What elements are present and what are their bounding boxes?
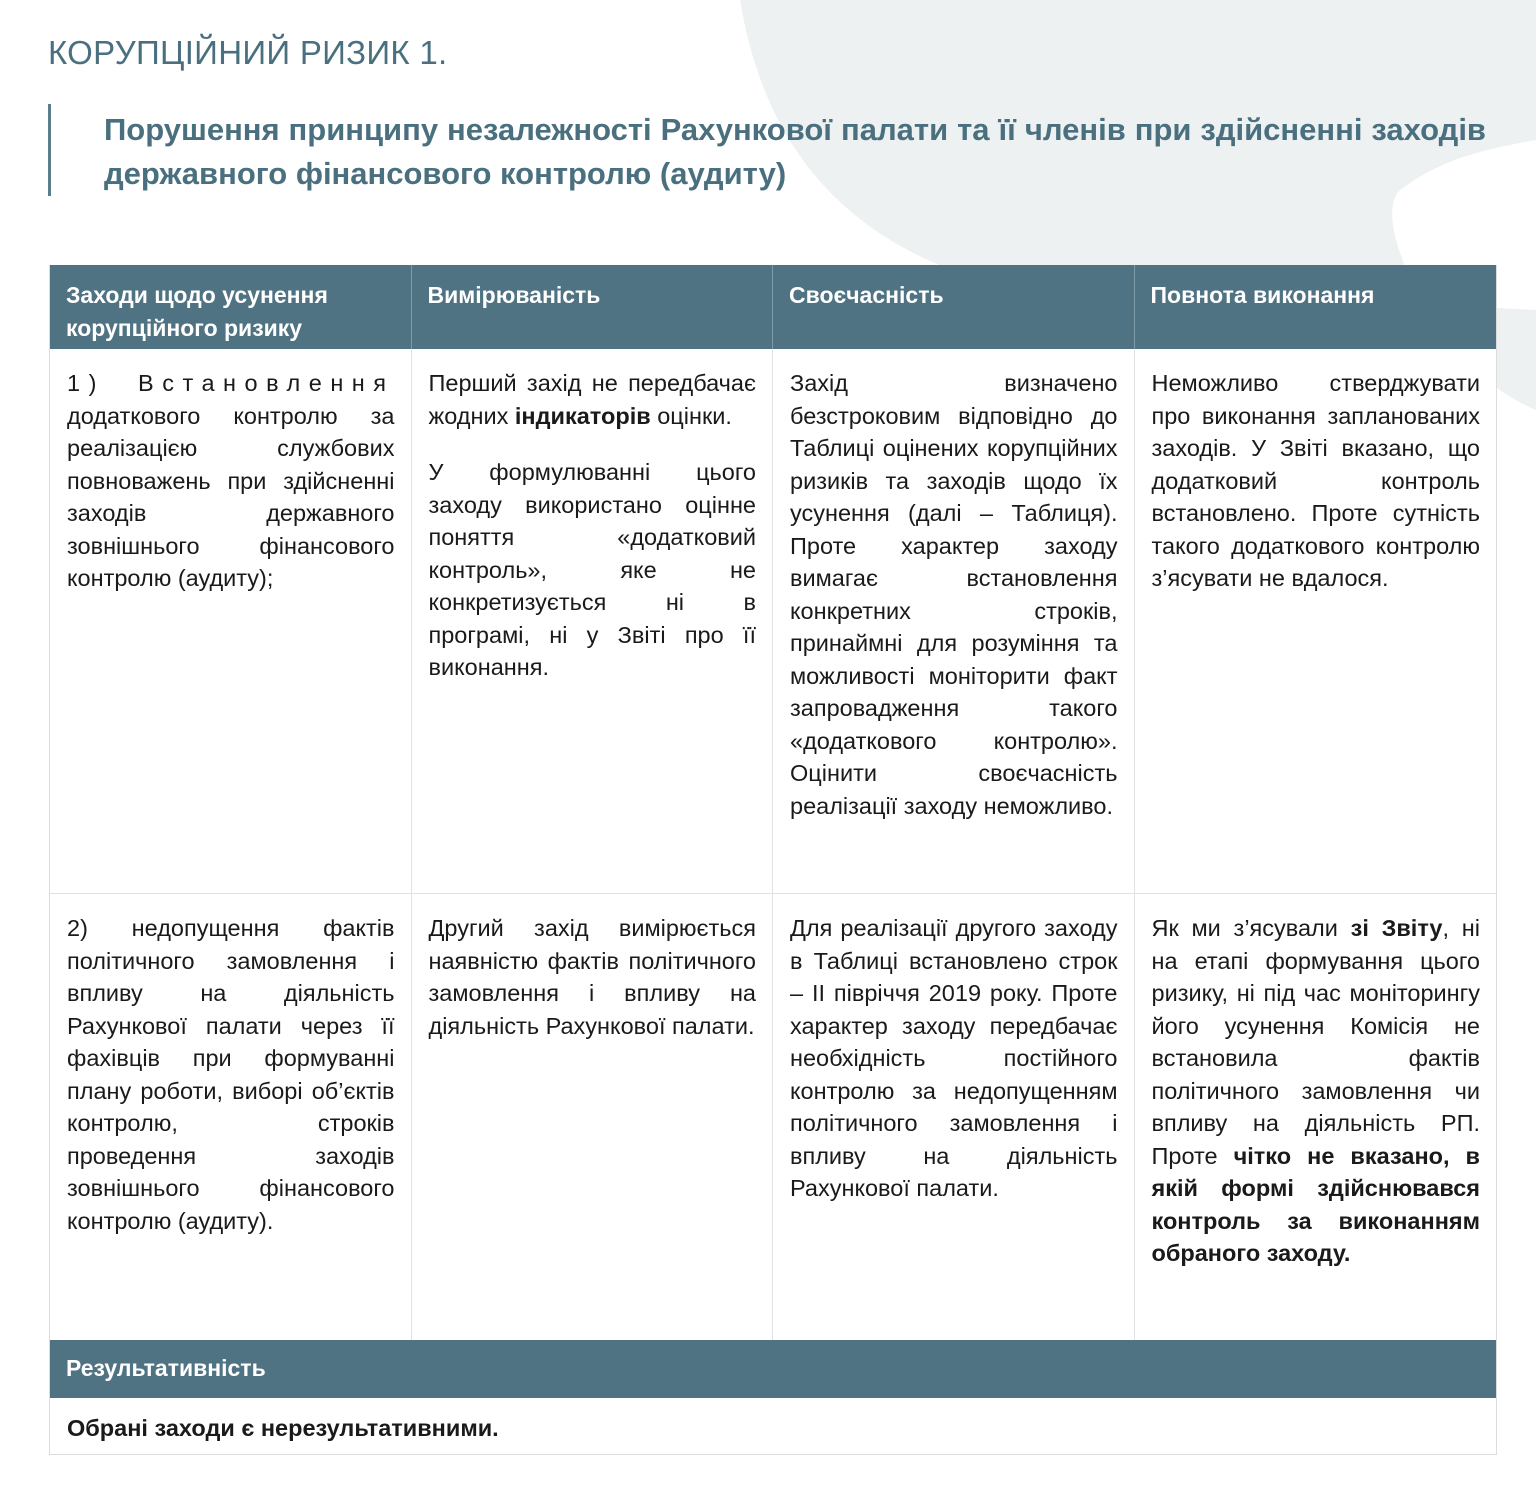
completeness-2-text-b: , ні на етапі формування цього ризику, ні під час моніторингу його усунення Комісія не встановила фактів політичного замовлення чи впливу на діяльність РП. Проте [1151,915,1481,1169]
cell-measurability-2 [412,894,774,1340]
measurability-1-text-a: Перший захід не передбачає жодних [428,370,756,429]
measure-1-text: додаткового контролю за реалізацією службових повноважень при здійсненні заходів державного зовнішнього фінансового контролю (аудиту); [67,402,395,591]
table-row [50,349,1496,894]
header-completeness: Повнота виконання [1150,282,1375,308]
title-accent-bar [48,104,51,196]
timeliness-1-text: Захід визначено безстроковим відповідно до Таблиці оцінених корупційних ризиків та заходів щодо їх усунення (далі – Таблиця). Проте характер заходу вимагає встановлення конкретних строків, принаймні для розуміння та можливості моніторити факт запровадження такого «додаткового контролю». Оцінити своєчасність реалізації заходу неможливо. [790,370,1118,819]
measurability-1-text-b: оцінки. [650,402,732,429]
completeness-2-text-a: Як ми з’ясували [1151,915,1351,941]
cell-measure-2 [50,894,412,1340]
measurability-2-text: Другий захід вимірюється наявністю фактів політичного замовлення і впливу на діяльність Рахункової палати. [428,915,756,1039]
timeliness-2-text: Для реалізації другого заходу в Таблиці встановлено строк – ІІ півріччя 2019 року. Проте характер заходу передбачає необхідність постійного контролю за недопущенням політичного замовлення і впливу на діяльність Рахункової палати. [790,915,1118,1201]
completeness-1-text: Неможливо стверджувати про виконання запланованих заходів. У Звіті вказано, що додатковий контроль встановлено. Проте сутність такого додаткового контролю з’ясувати не вдалося. [1151,370,1480,591]
result-header: Результативність [50,1340,1496,1398]
risk-table [49,265,1497,1455]
cell-completeness-2 [1135,894,1497,1340]
cell-measurability-1 [412,349,774,893]
cell-timeliness-2 [773,894,1135,1340]
header-measurability: Вимірюваність [412,265,774,349]
result-text: Обрані заходи є нерезультативними. [67,1415,499,1441]
section-kicker: КОРУПЦІЙНИЙ РИЗИК 1. [48,34,448,71]
measurability-1-paragraph-2: У формулюванні цього заходу використано оцінне поняття «додатковий контроль», яке не конкретизується ні в програмі, ні у Звіті про її виконання. [428,459,756,680]
measure-1-prefix: 1) Встановлення [67,370,395,396]
cell-timeliness-1 [773,349,1135,893]
table-header-row [50,265,1496,349]
measurability-1-bold: індикаторів [514,402,651,429]
table-row [50,894,1496,1340]
completeness-2-bold-2: чітко не вказано, в якій формі здійснювався контроль за виконанням обраного заходу. [1151,1142,1480,1266]
header-timeliness: Своєчасність [773,265,1135,349]
measure-2-text: 2) недопущення фактів політичного замовлення і впливу на діяльність Рахункової палати через її фахівців при формуванні плану роботи, виборі об’єктів контролю, строків проведення заходів зовнішнього фінансового контролю (аудиту). [67,915,395,1234]
page-title: Порушення принципу незалежності Рахункової палати та її членів при здійсненні заходів державного фінансового контролю (аудиту) [104,112,1486,191]
header-measures: Заходи щодо усунення корупційного ризику [50,265,412,349]
cell-measure-1 [50,349,412,893]
cell-completeness-1 [1135,349,1497,893]
completeness-2-bold-1: зі Звіту [1350,915,1443,941]
